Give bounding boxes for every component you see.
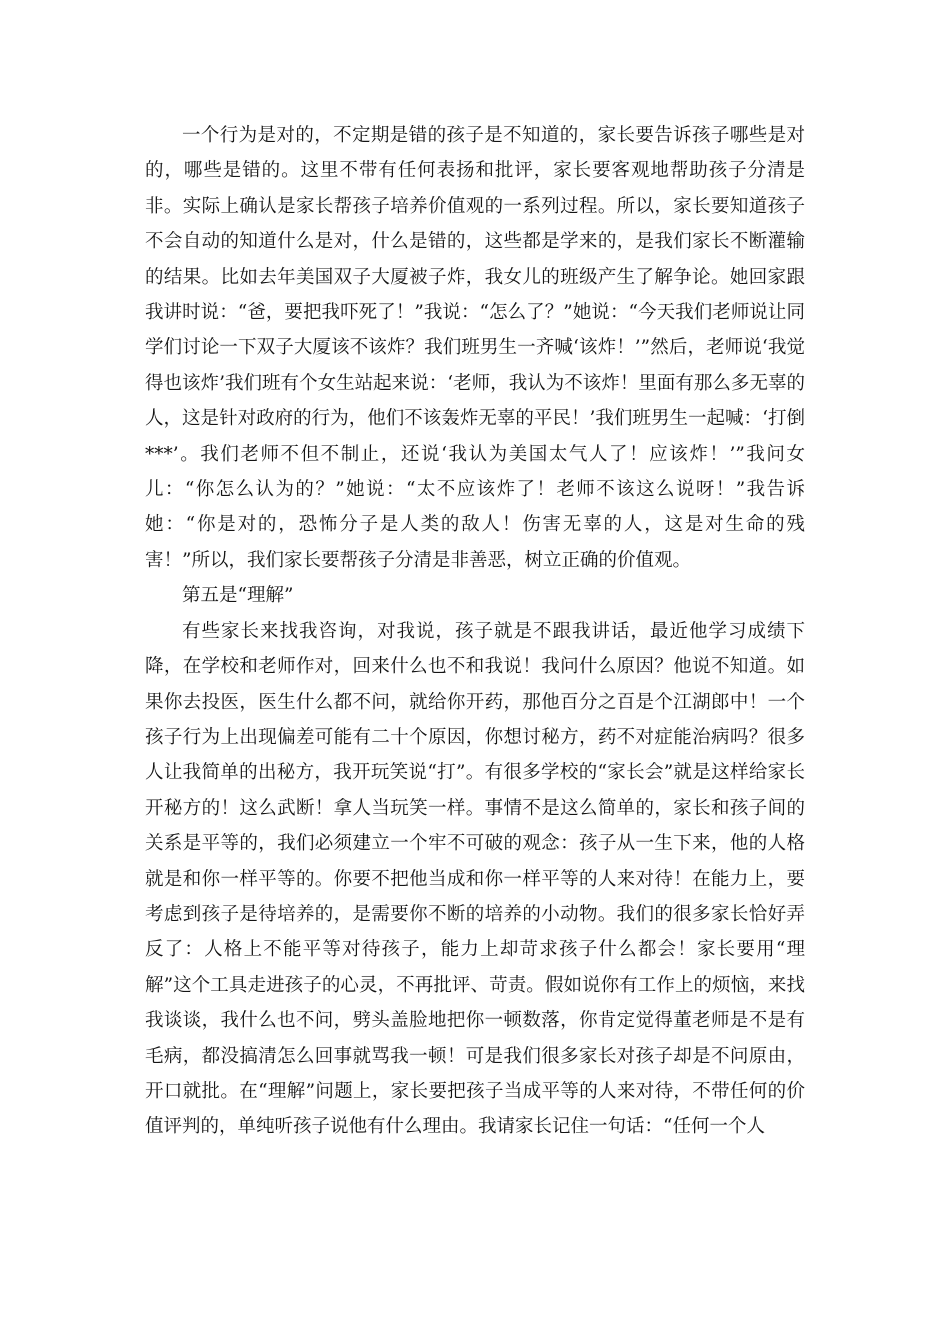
- document-body: [145, 118, 805, 1145]
- section-heading-understanding: 第五是“理解”: [182, 585, 294, 607]
- paragraph-understanding: 有些家长来找我咨询，对我说，孩子就是不跟我讲话，最近他学习成绩下降，在学校和老师作对，回来什么也不和我说！我问什么原因？他说不知道。如果你去投医，医生什么都不问，就给你开药，那他百分之百是个江湖郎中！一个孩子行为上出现偏差可能有二十个原因，你想讨秘方，药不对症能治病吗？很多人让我简单的出秘方，我开玩笑说“打”。有很多学校的“家长会”就是这样给家长开秘方的！这么武断！拿人当玩笑一样。事情不是这么简单的，家长和孩子间的关系是平等的，我们必须建立一个牢不可破的观念：孩子从一生下来，他的人格就是和你一样平等的。你要不把他当成和你一样平等的人来对待！在能力上，要考虑到孩子是待培养的，是需要你不断的培养的小动物。我们的很多家长恰好弄反了：人格上不能平等对待孩子，能力上却苛求孩子什么都会！家长要用“理解”这个工具走进孩子的心灵，不再批评、苛责。假如说你有工作上的烦恼，来找我谈谈，我什么也不问，劈头盖脸地把你一顿数落，你肯定觉得董老师是不是有毛病，都没搞清怎么回事就骂我一顿！可是我们很多家长对孩子却是不问原由，开口就批。在“理解”问题上，家长要把孩子当成平等的人来对待，不带任何的价值评判的，单纯听孩子说他有什么理由。我请家长记住一句话：“任何一个人: [145, 620, 805, 1138]
- paragraph-values: 一个行为是对的，不定期是错的孩子是不知道的，家长要告诉孩子哪些是对的，哪些是错的。这里不带有任何表扬和批评，家长要客观地帮助孩子分清是非。实际上确认是家长帮孩子培养价值观的一系列过程。所以，家长要知道孩子不会自动的知道什么是对，什么是错的，这些都是学来的，是我们家长不断灌输的结果。比如去年美国双子大厦被子炸，我女儿的班级产生了解争论。她回家跟我讲时说：“爸，要把我吓死了！”我说：“怎么了？”她说：“今天我们老师说让同学们讨论一下双子大厦该不该炸？我们班男生一齐喊‘该炸！’”然后，老师说‘我觉得也该炸’我们班有个女生站起来说：‘老师，我认为不该炸！里面有那么多无辜的人，这是针对政府的行为，他们不该轰炸无辜的平民！’我们班男生一起喊：‘打倒***’。我们老师不但不制止，还说‘我认为美国太气人了！应该炸！’”我问女儿：“你怎么认为的？”她说：“太不应该炸了！老师不该这么说呀！”我告诉她：“你是对的，恐怖分子是人类的敌人！伤害无辜的人，这是对生命的残害！”所以，我们家长要帮孩子分清是非善恶，树立正确的价值观。: [145, 125, 805, 571]
